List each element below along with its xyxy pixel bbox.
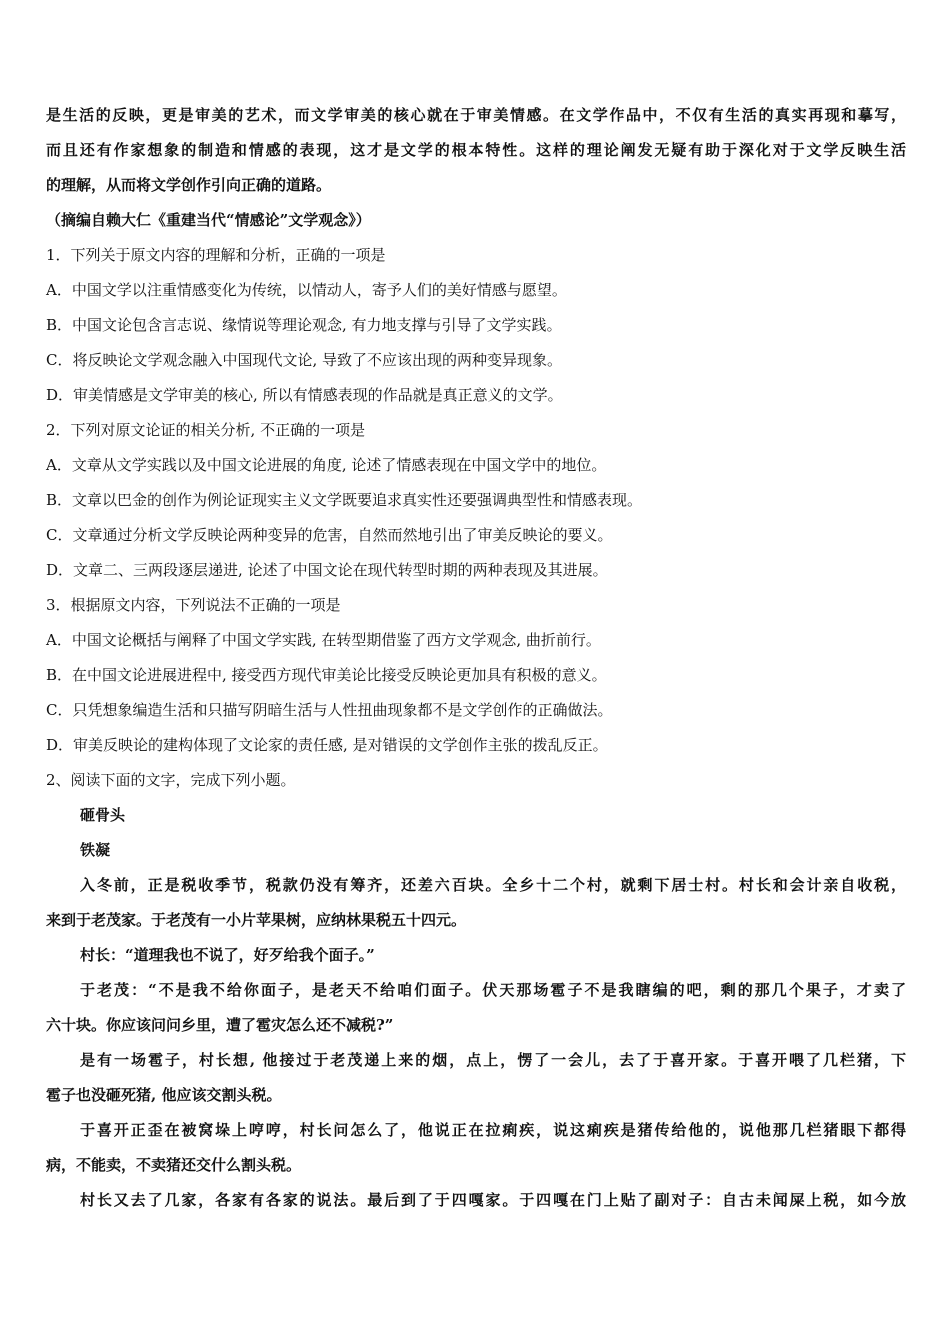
- story-paragraph-line: 于老茂：“不是我不给你面子，是老天不给咱们面子。伏天那场雹子不是我瞎编的吧，剩的那几个果子，才卖了: [80, 981, 906, 999]
- story-paragraph-line: 入冬前，正是税收季节，税款仍没有筹齐，还差六百块。全乡十二个村，就剩下居士村。村长和会计亲自收税，: [80, 876, 906, 894]
- story-paragraph-line: 是有一场雹子，村长想, 他接过于老茂递上来的烟，点上，愣了一会儿，去了于喜开家。于喜开喂了几栏猪，下: [80, 1051, 906, 1069]
- document-page: [46, 98, 906, 1218]
- question-stem-2: 2．下列对原文论证的相关分析, 不正确的一项是: [46, 421, 366, 439]
- story-paragraph-line: 于喜开正歪在被窝垛上哼哼，村长问怎么了，他说正在拉痢疾，说这痢疾是猪传给他的，说他那几栏猪眼下都得: [80, 1121, 906, 1139]
- story-paragraph-line: 来到于老茂家。于老茂有一小片苹果树，应纳林果税五十四元。: [46, 911, 467, 929]
- story-paragraph-line: 病，不能卖，不卖猪还交什么割头税。: [46, 1156, 302, 1174]
- question-3-option-c: C．只凭想象编造生活和只描写阴暗生活与人性扭曲现象都不是文学创作的正确做法。: [46, 701, 613, 719]
- question-3-option-b: B．在中国文论进展进程中, 接受西方现代审美论比接受反映论更加具有积极的意义。: [46, 666, 607, 684]
- question-2-option-c: C．文章通过分析文学反映论两种变异的危害，自然而然地引出了审美反映论的要义。: [46, 526, 613, 544]
- story-title: 砸骨头: [80, 806, 126, 824]
- story-author: 铁凝: [80, 841, 111, 859]
- question-1-option-c: C．将反映论文学观念融入中国现代文论, 导致了不应该出现的两种变异现象。: [46, 351, 563, 369]
- question-1-option-a: A．中国文学以注重情感变化为传统，以情动人，寄予人们的美好情感与愿望。: [46, 281, 567, 299]
- question-1-option-b: B．中国文论包含言志说、缘情说等理论观念, 有力地支撑与引导了文学实践。: [46, 316, 562, 334]
- question-stem-1: 1．下列关于原文内容的理解和分析，正确的一项是: [46, 246, 386, 264]
- passage-line: 而且还有作家想象的制造和情感的表现，这才是文学的根本特性。这样的理论阐发无疑有助于深化对于文学反映生活: [46, 141, 906, 159]
- story-paragraph-line: 雹子也没砸死猪, 他应该交割头税。: [46, 1086, 282, 1104]
- question-2-option-a: A．文章从文学实践以及中国文论进展的角度, 论述了情感表现在中国文学中的地位。: [46, 456, 607, 474]
- question-3-option-d: D．审美反映论的建构体现了文论家的责任感, 是对错误的文学创作主张的拨乱反正。: [46, 736, 608, 754]
- story-paragraph-line: 村长又去了几家，各家有各家的说法。最后到了于四嘎家。于四嘎在门上贴了副对子：自古未闻屎上税，如今放: [80, 1191, 906, 1209]
- question-stem-3: 3．根据原文内容，下列说法不正确的一项是: [46, 596, 341, 614]
- section-2-heading: 2、阅读下面的文字，完成下列小题。: [46, 771, 296, 789]
- passage-line: 是生活的反映，更是审美的艺术，而文学审美的核心就在于审美情感。在文学作品中，不仅有生活的真实再现和摹写，: [46, 106, 906, 124]
- passage-line: 的理解，从而将文学创作引向正确的道路。: [46, 176, 332, 194]
- source-note: （摘编自赖大仁《重建当代“情感论”文学观念》）: [46, 211, 371, 229]
- question-3-option-a: A．中国文论概括与阐释了中国文学实践, 在转型期借鉴了西方文学观念, 曲折前行。: [46, 631, 601, 649]
- question-2-option-d: D．文章二、三两段逐层递进, 论述了中国文论在现代转型时期的两种表现及其进展。: [46, 561, 608, 579]
- story-paragraph-line: 村长：“道理我也不说了，好歹给我个面子。”: [80, 946, 375, 964]
- question-2-option-b: B．文章以巴金的创作为例论证现实主义文学既要追求真实性还要强调典型性和情感表现。: [46, 491, 643, 509]
- question-1-option-d: D．审美情感是文学审美的核心, 所以有情感表现的作品就是真正意义的文学。: [46, 386, 563, 404]
- story-paragraph-line: 六十块。你应该问问乡里，遭了雹灾怎么还不减税?”: [46, 1016, 394, 1034]
